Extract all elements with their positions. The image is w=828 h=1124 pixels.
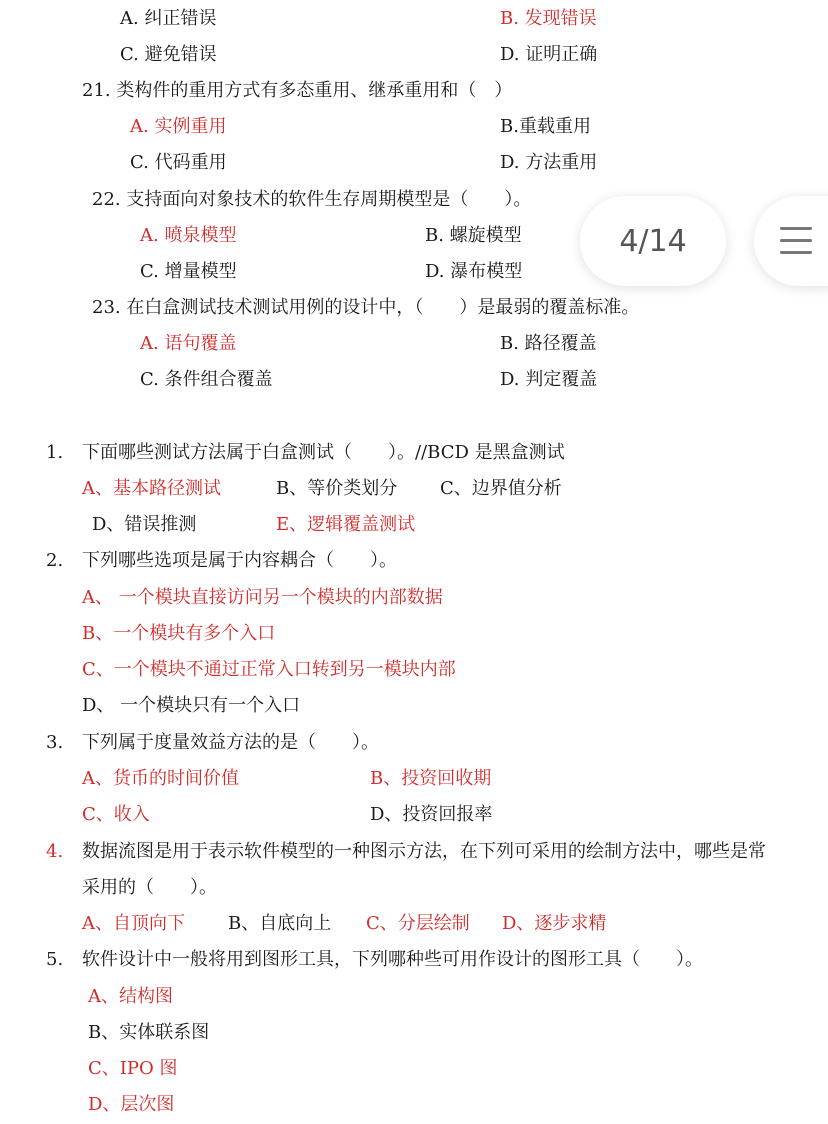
text-line: B. 发现错误 xyxy=(500,8,597,29)
text-line: A、自顶向下 xyxy=(82,913,185,934)
text-line: 3. xyxy=(46,732,64,753)
text-line: B、实体联系图 xyxy=(88,1022,210,1043)
text-line: D. 瀑布模型 xyxy=(425,261,523,282)
text-line: C. 条件组合覆盖 xyxy=(140,369,273,390)
text-line: B、投资回收期 xyxy=(370,768,492,789)
text-line: B、自底向上 xyxy=(228,913,332,934)
text-line: C. 避免错误 xyxy=(120,44,217,65)
text-line: B、一个模块有多个入口 xyxy=(82,623,276,644)
text-line: D. 判定覆盖 xyxy=(500,369,598,390)
text-line: 5. xyxy=(46,949,64,970)
text-line: D、错误推测 xyxy=(92,514,197,535)
text-line: A、结构图 xyxy=(88,986,173,1007)
text-line: A. 实例重用 xyxy=(130,116,227,137)
text-line: A、货币的时间价值 xyxy=(82,768,239,789)
text-line: C、收入 xyxy=(82,804,150,825)
text-line: B. 螺旋模型 xyxy=(425,225,522,246)
text-line: E、逻辑覆盖测试 xyxy=(276,514,416,535)
text-line: 22. 支持面向对象技术的软件生存周期模型是（ ）。 xyxy=(92,189,532,210)
text-line: D、投资回报率 xyxy=(370,804,493,825)
text-line: A、 一个模块直接访问另一个模块的内部数据 xyxy=(82,587,443,608)
text-line: A. 喷泉模型 xyxy=(140,225,237,246)
text-line: D. 方法重用 xyxy=(500,152,598,173)
text-line: D、 一个模块只有一个入口 xyxy=(82,695,301,716)
text-line: 下列哪些选项是属于内容耦合（ ）。 xyxy=(82,550,397,571)
text-line: 数据流图是用于表示软件模型的一种图示方法，在下列可采用的绘制方法中，哪些是常 xyxy=(82,841,766,862)
text-line: C. 增量模型 xyxy=(140,261,237,282)
text-line: D. 证明正确 xyxy=(500,44,598,65)
text-line: 1. xyxy=(46,442,64,463)
text-line: 软件设计中一般将用到图形工具，下列哪种些可用作设计的图形工具（ ）。 xyxy=(82,949,703,970)
text-line: C、分层绘制 xyxy=(366,913,470,934)
text-line: B、等价类划分 xyxy=(276,478,398,499)
text-line: C. 代码重用 xyxy=(130,152,227,173)
text-line: 下列属于度量效益方法的是（ ）。 xyxy=(82,732,379,753)
text-line: C、边界值分析 xyxy=(440,478,562,499)
text-line: A、基本路径测试 xyxy=(82,478,221,499)
text-line: 23. 在白盒测试技术测试用例的设计中，（ ）是最弱的覆盖标准。 xyxy=(92,297,640,318)
text-line: 下面哪些测试方法属于白盒测试（ ）。//BCD 是黑盒测试 xyxy=(82,442,565,463)
text-line: C、一个模块不通过正常入口转到另一模块内部 xyxy=(82,659,456,680)
text-line: B. 路径覆盖 xyxy=(500,333,597,354)
page-indicator-label: 4/14 xyxy=(619,223,687,259)
text-line: 4. xyxy=(46,841,64,862)
menu-button[interactable] xyxy=(754,196,828,286)
page-indicator[interactable] xyxy=(580,196,726,286)
text-line: A. 语句覆盖 xyxy=(140,333,237,354)
text-line: D、逐步求精 xyxy=(502,913,607,934)
text-line: 采用的（ ）。 xyxy=(82,877,217,898)
text-line: D、层次图 xyxy=(88,1094,175,1115)
text-line: 21. 类构件的重用方式有多态重用、继承重用和（ ） xyxy=(82,80,513,101)
text-line: C、IPO 图 xyxy=(88,1058,178,1079)
text-line: B.重载重用 xyxy=(500,116,591,137)
text-line: A. 纠正错误 xyxy=(120,8,217,29)
text-line: 2. xyxy=(46,550,64,571)
